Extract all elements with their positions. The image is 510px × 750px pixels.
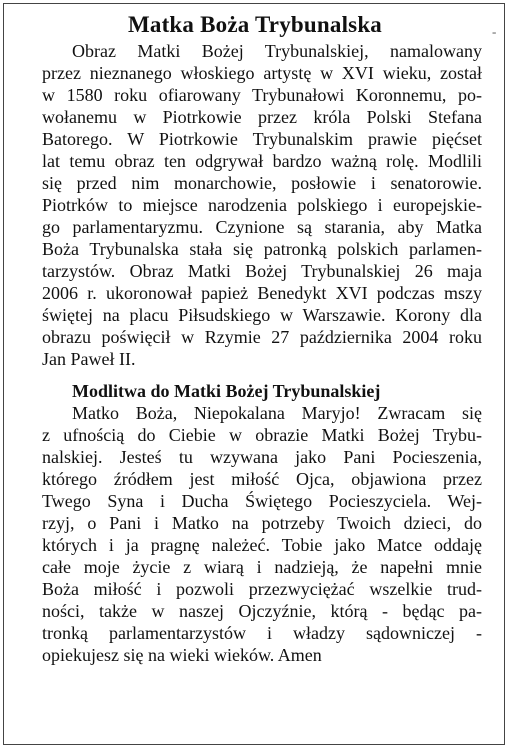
text-line: Boża miłość i pozwoli przezwyciężać wszelkie trud-: [42, 579, 482, 599]
prayer-heading: Modlitwa do Matki Bożej Trybunalskiej: [72, 381, 381, 401]
text-line: którego źródłem jest miłość Ojca, objawiona przez: [42, 469, 482, 489]
text-line: go parlamentaryzmu. Czynione są starania, aby Matka: [42, 217, 482, 237]
text-line: się przed nim monarchowie, posłowie i senatorowie.: [42, 173, 482, 193]
prayer-section: [42, 380, 482, 666]
text-line: których i ja pragnę należeć. Tobie jako Matce oddaję: [42, 535, 482, 555]
intro-paragraph: [42, 40, 482, 370]
text-line: Batorego. W Piotrkowie Trybunalskim prawie pięćset: [42, 129, 482, 149]
text-line: wołanemu w Piotrkowie przez króla Polski Stefana: [42, 107, 482, 127]
text-line: Obraz Matki Bożej Trybunalskiej, namalowany: [72, 41, 482, 61]
text-line: z ufnością do Ciebie w obrazie Matki Bożej Trybu-: [42, 425, 482, 445]
text-line: całe moje życie z wiarą i nadzieją, że napełni mnie: [42, 557, 482, 577]
text-line: Twego Syna i Ducha Świętego Pocieszyciela. Wej-: [42, 491, 482, 511]
text-line: 2006 r. ukoronował papież Benedykt XVI podczas mszy: [42, 283, 482, 303]
corner-mark: -: [492, 24, 497, 39]
text-line: Piotrków to miejsce narodzenia polskiego i europejskie-: [42, 195, 482, 215]
page-title: Matka Boża Trybunalska: [127, 12, 383, 37]
text-line: w 1580 roku ofiarowany Trybunałowi Koronnemu, po-: [42, 85, 482, 105]
text-line: ności, także w naszej Ojczyźnie, którą - będąc pa-: [42, 601, 482, 621]
text-line: świętej na placu Piłsudskiego w Warszawie. Korony dla: [42, 305, 482, 325]
text-line: opiekujesz się na wieki wieków. Amen: [42, 645, 322, 665]
text-line: Matko Boża, Niepokalana Maryjo! Zwracam się: [72, 403, 482, 423]
text-line: przez nieznanego włoskiego artystę w XVI wieku, został: [42, 63, 482, 83]
text-line: rzyj, o Pani i Matko na potrzeby Twoich dzieci, do: [42, 513, 482, 533]
text-line: Boża Trybunalska stała się patronką polskich parlamen-: [42, 239, 482, 259]
text-line: obrazu poświęcił w Rzymie 27 października 2004 roku: [42, 327, 482, 347]
text-line: tarzystów. Obraz Matki Bożej Trybunalskiej 26 maja: [42, 261, 482, 281]
text-line: tronką parlamentarzystów i władzy sądowniczej -: [42, 623, 482, 643]
text-line: lat temu obraz ten odgrywał bardzo ważną rolę. Modlili: [42, 151, 482, 171]
text-line: nalskiej. Jesteś tu wzywana jako Pani Pocieszenia,: [42, 447, 482, 467]
text-line: Jan Paweł II.: [42, 349, 136, 369]
